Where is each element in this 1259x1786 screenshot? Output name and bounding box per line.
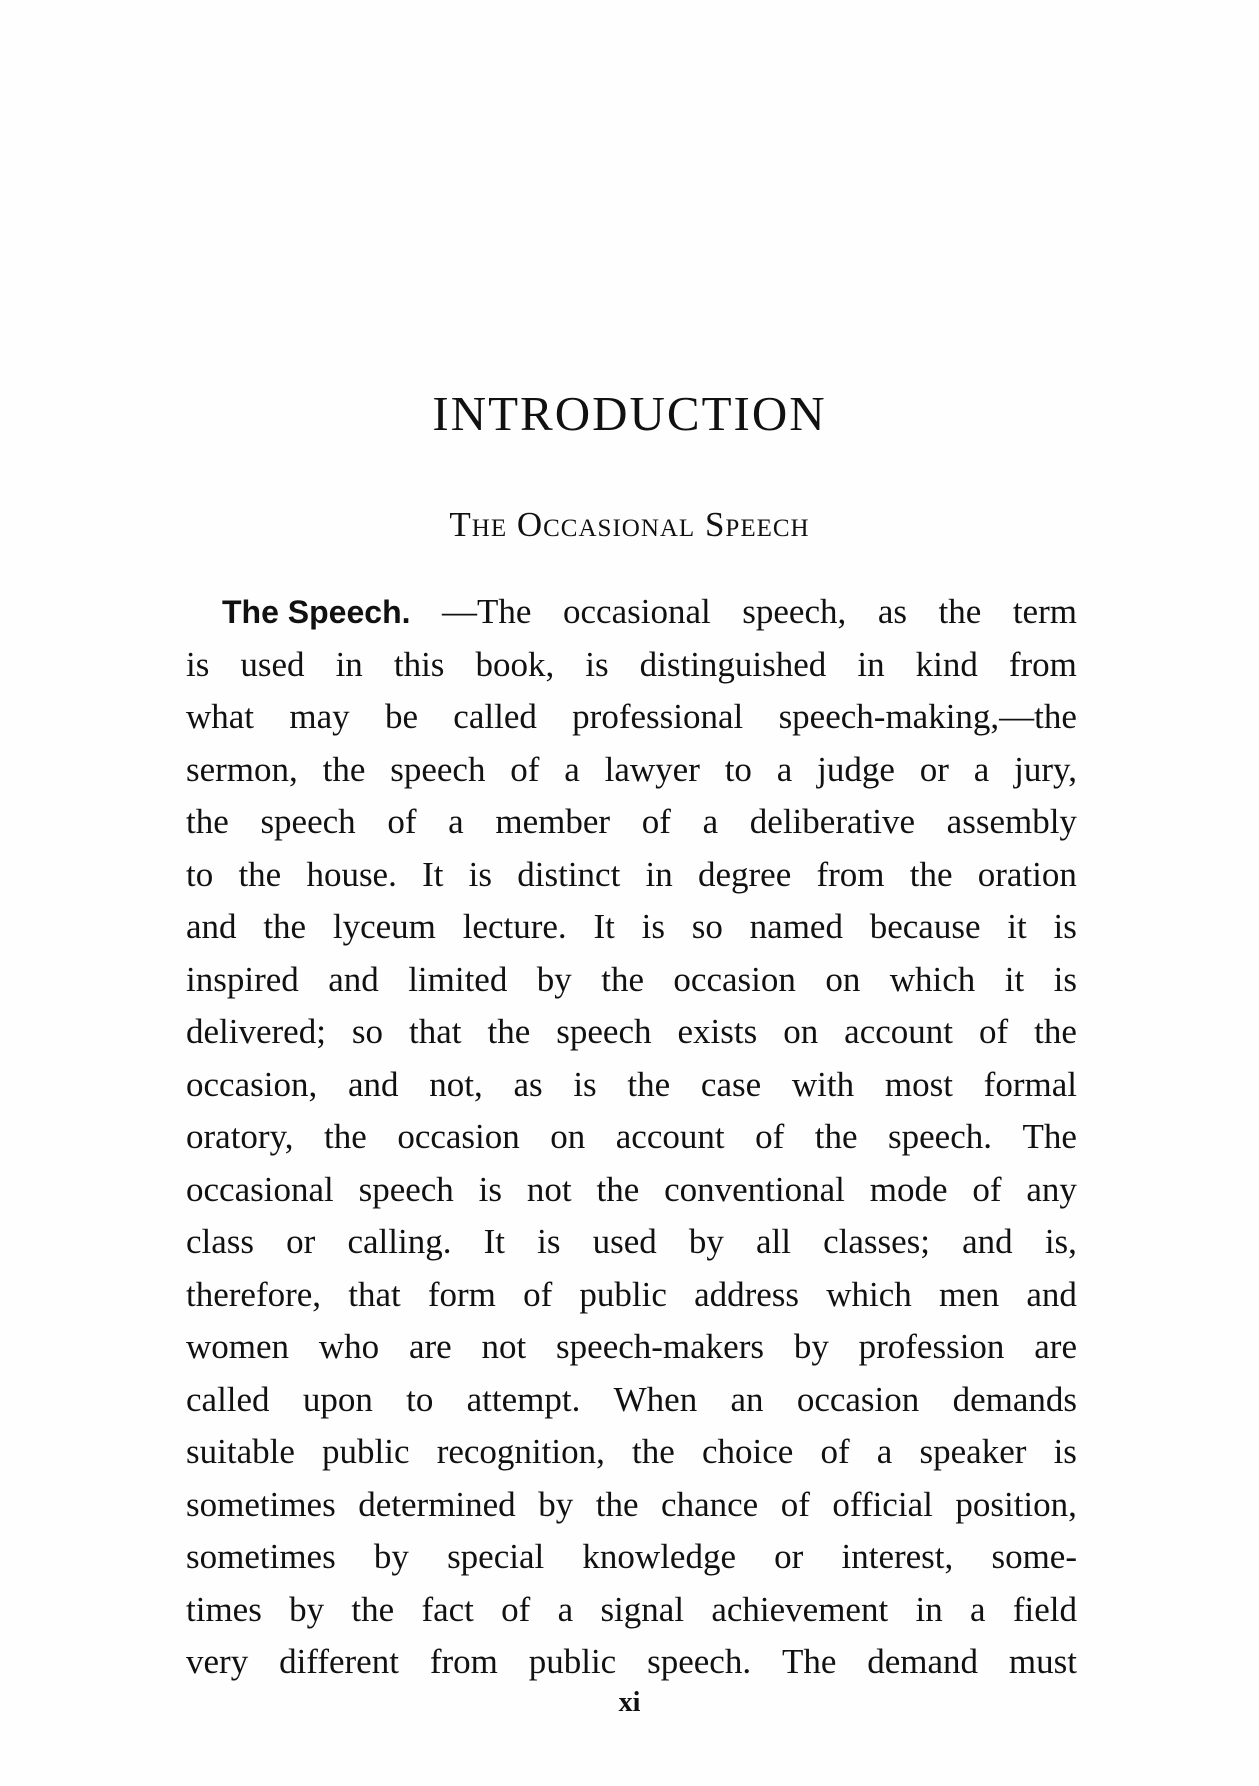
- word: When: [613, 1379, 698, 1419]
- word: interest,: [841, 1537, 954, 1576]
- word: is: [478, 1169, 503, 1209]
- word: used: [240, 644, 305, 684]
- word: account: [844, 1012, 953, 1051]
- word: is: [573, 1064, 597, 1104]
- word: is,: [1044, 1222, 1077, 1261]
- word: jury,: [1014, 749, 1077, 789]
- word: on: [783, 1012, 819, 1051]
- word: to: [406, 1379, 434, 1419]
- word: calling.: [347, 1222, 452, 1261]
- word: special: [447, 1537, 545, 1576]
- word: it: [1007, 907, 1027, 946]
- word: of: [972, 1169, 1002, 1209]
- word: of: [387, 802, 417, 841]
- word: named: [749, 907, 843, 946]
- text-line: [186, 1636, 1077, 1689]
- word: the: [596, 1169, 640, 1209]
- word: because: [869, 907, 981, 946]
- text-line: [186, 639, 1077, 692]
- word: speaker: [919, 1432, 1027, 1471]
- word: and: [347, 1064, 399, 1104]
- word: by: [538, 1484, 574, 1524]
- word: signal: [600, 1589, 685, 1629]
- text-line: [186, 1059, 1077, 1112]
- text-line: [186, 954, 1077, 1007]
- word: speech: [390, 749, 486, 789]
- word: the: [909, 854, 953, 894]
- word: book,: [475, 644, 555, 684]
- word: fact: [421, 1589, 474, 1629]
- word: field: [1012, 1589, 1077, 1629]
- word: is: [1053, 907, 1077, 946]
- word: the: [324, 1117, 367, 1156]
- word: of: [755, 1117, 785, 1156]
- word: of: [523, 1274, 553, 1314]
- word: which: [889, 959, 976, 999]
- word: choice: [701, 1432, 794, 1471]
- word: the: [487, 1012, 531, 1051]
- word: deliberative: [749, 802, 915, 841]
- word: chance: [661, 1484, 759, 1524]
- word: that: [409, 1012, 462, 1051]
- word: the: [632, 1432, 675, 1471]
- word: the: [1034, 1012, 1077, 1051]
- word: assembly: [946, 802, 1077, 841]
- text-line: [186, 1269, 1077, 1322]
- word: all: [755, 1222, 791, 1261]
- word: so: [351, 1012, 384, 1051]
- word: from: [1008, 644, 1077, 684]
- word: as: [877, 592, 907, 631]
- word: by: [373, 1537, 409, 1576]
- word: the: [601, 959, 644, 999]
- word: —The: [442, 592, 532, 631]
- word: called: [453, 697, 537, 736]
- word: official: [832, 1484, 933, 1524]
- text-line: [186, 586, 1077, 639]
- word: from: [816, 854, 885, 894]
- word: speech.: [647, 1642, 752, 1681]
- word: an: [730, 1379, 764, 1419]
- word: speech: [260, 802, 356, 841]
- word: oration: [977, 854, 1077, 894]
- word: or: [286, 1222, 316, 1261]
- word: or: [774, 1537, 804, 1576]
- word: lecture.: [462, 907, 567, 946]
- text-line: [186, 1111, 1077, 1164]
- body-paragraph: [186, 586, 1077, 1689]
- word: It: [593, 907, 615, 946]
- word: a: [973, 749, 990, 789]
- word: occasion: [673, 959, 796, 999]
- word: limited: [408, 959, 508, 999]
- text-line: [186, 901, 1077, 954]
- word: the: [938, 592, 982, 631]
- word: occasion,: [186, 1064, 318, 1104]
- word: who: [318, 1327, 380, 1366]
- word: a: [448, 802, 464, 841]
- word: It: [422, 854, 444, 894]
- word: It: [483, 1222, 505, 1261]
- word: of: [641, 802, 671, 841]
- word: the: [595, 1484, 639, 1524]
- section-subtitle: The Occasional Speech: [449, 505, 810, 544]
- word: knowledge: [582, 1537, 736, 1576]
- word: must: [1008, 1642, 1077, 1681]
- word: the: [351, 1589, 395, 1629]
- word: is: [1053, 1432, 1077, 1471]
- word: be: [384, 697, 418, 736]
- word: class: [186, 1222, 255, 1261]
- word: the: [322, 749, 366, 789]
- word: of: [501, 1589, 531, 1629]
- word: so: [691, 907, 723, 946]
- word: recognition,: [436, 1432, 605, 1471]
- word: is: [537, 1222, 561, 1261]
- word: determined: [358, 1484, 516, 1524]
- word: member: [495, 802, 611, 841]
- word: attempt.: [466, 1379, 581, 1419]
- word: oratory,: [186, 1117, 294, 1156]
- word: achievement: [711, 1589, 889, 1629]
- text-line: [186, 691, 1077, 744]
- word: is: [641, 907, 665, 946]
- word: women: [186, 1327, 290, 1366]
- word: a: [876, 1432, 893, 1471]
- text-line: [186, 744, 1077, 797]
- word: a: [702, 802, 719, 841]
- text-line: [186, 1216, 1077, 1269]
- word: speech-makers: [556, 1327, 764, 1366]
- run-in-heading: The Speech.: [222, 594, 411, 630]
- word: position,: [955, 1484, 1077, 1524]
- word: occasional: [563, 592, 711, 631]
- word: sometimes: [186, 1537, 336, 1576]
- word: occasion: [397, 1117, 520, 1156]
- word: the: [263, 907, 307, 946]
- word: formal: [983, 1064, 1077, 1104]
- word: conventional: [664, 1169, 845, 1209]
- word: as: [513, 1064, 543, 1104]
- word: called: [186, 1379, 270, 1419]
- word: public: [579, 1274, 667, 1314]
- word: most: [884, 1064, 953, 1104]
- word: degree: [697, 854, 792, 894]
- word: are: [1034, 1327, 1077, 1366]
- word: in: [915, 1589, 943, 1629]
- word: public: [528, 1642, 617, 1681]
- word: by: [289, 1589, 325, 1629]
- word: speech: [556, 1012, 652, 1051]
- word: from: [429, 1642, 498, 1681]
- word: in: [645, 854, 673, 894]
- text-line: [186, 1426, 1077, 1479]
- word: very: [186, 1642, 249, 1681]
- word: inspired: [186, 959, 299, 999]
- word: this: [393, 644, 445, 684]
- word: to: [724, 749, 752, 789]
- word: on: [825, 959, 861, 999]
- word: is: [1053, 959, 1077, 999]
- word: any: [1026, 1169, 1077, 1209]
- word: on: [550, 1117, 586, 1156]
- word: speech.: [888, 1117, 992, 1156]
- word: distinct: [517, 854, 621, 894]
- word: lyceum: [332, 907, 436, 946]
- word: a: [969, 1589, 986, 1629]
- text-line: [186, 849, 1077, 902]
- word: professional: [572, 697, 744, 736]
- word: the: [814, 1117, 858, 1156]
- word: of: [510, 749, 540, 789]
- word: account: [615, 1117, 725, 1156]
- word: not: [526, 1169, 572, 1209]
- word: The: [781, 1642, 837, 1681]
- word: distinguished: [639, 644, 827, 684]
- word: and: [328, 959, 379, 999]
- word: occasional: [186, 1169, 334, 1209]
- word: and: [186, 907, 237, 946]
- word: suitable: [186, 1432, 295, 1471]
- word: demand: [867, 1642, 979, 1681]
- word: term: [1012, 592, 1077, 631]
- word: and: [1026, 1274, 1077, 1314]
- word: classes;: [823, 1222, 931, 1261]
- word: are: [408, 1327, 452, 1366]
- word: used: [592, 1222, 657, 1261]
- word: which: [826, 1274, 912, 1314]
- word: and: [962, 1222, 1013, 1261]
- text-line: [186, 1321, 1077, 1374]
- text-line: [186, 1006, 1077, 1059]
- word: the: [238, 854, 282, 894]
- word: not: [481, 1327, 527, 1366]
- chapter-title: INTRODUCTION: [432, 386, 827, 441]
- word: exists: [677, 1012, 758, 1051]
- word: or: [919, 749, 949, 789]
- text-line: [186, 1374, 1077, 1427]
- word: what: [186, 697, 255, 736]
- word: address: [694, 1274, 800, 1314]
- word: in: [857, 644, 885, 684]
- word: The: [1022, 1117, 1077, 1156]
- word: judge: [817, 749, 895, 789]
- word: sometimes: [186, 1484, 336, 1524]
- word: by: [793, 1327, 829, 1366]
- word: upon: [302, 1379, 373, 1419]
- word: in: [335, 644, 363, 684]
- word: is: [585, 644, 609, 684]
- word: sermon,: [186, 749, 298, 789]
- word: different: [279, 1642, 399, 1681]
- word: occasion: [796, 1379, 920, 1419]
- word: a: [776, 749, 793, 789]
- word: demands: [952, 1379, 1077, 1419]
- word: by: [688, 1222, 724, 1261]
- word: therefore,: [186, 1274, 322, 1314]
- word: speech: [358, 1169, 454, 1209]
- word: profession: [858, 1327, 1005, 1366]
- word: with: [791, 1064, 855, 1104]
- word: a: [564, 749, 580, 789]
- word: house.: [306, 854, 397, 894]
- word: is: [468, 854, 493, 894]
- word: a: [557, 1589, 574, 1629]
- word: by: [536, 959, 572, 999]
- word: public: [322, 1432, 410, 1471]
- word: of: [780, 1484, 810, 1524]
- word: the: [186, 802, 229, 841]
- word: of: [820, 1432, 850, 1471]
- word: form: [427, 1274, 496, 1314]
- word: lawyer: [604, 749, 700, 789]
- word: some-: [991, 1537, 1077, 1576]
- word: may: [289, 697, 350, 736]
- word: delivered;: [186, 1012, 326, 1051]
- page-number: xi: [618, 1687, 641, 1718]
- word: mode: [869, 1169, 948, 1209]
- text-line: [186, 1531, 1077, 1584]
- text-line: [186, 1584, 1077, 1637]
- word: it: [1004, 959, 1025, 999]
- text-line: [186, 1164, 1077, 1217]
- word: of: [978, 1012, 1009, 1051]
- word: times: [186, 1589, 262, 1629]
- word: case: [700, 1064, 762, 1104]
- word: to: [186, 854, 214, 894]
- word: men: [938, 1274, 1000, 1314]
- word: is: [186, 644, 210, 684]
- text-line: [186, 1479, 1077, 1532]
- word: that: [348, 1274, 401, 1314]
- word: the: [627, 1064, 671, 1104]
- text-line: [186, 796, 1077, 849]
- word: not,: [429, 1064, 483, 1104]
- word: kind: [915, 644, 978, 684]
- word: speech-making,—the: [778, 697, 1077, 736]
- word: speech,: [742, 592, 847, 631]
